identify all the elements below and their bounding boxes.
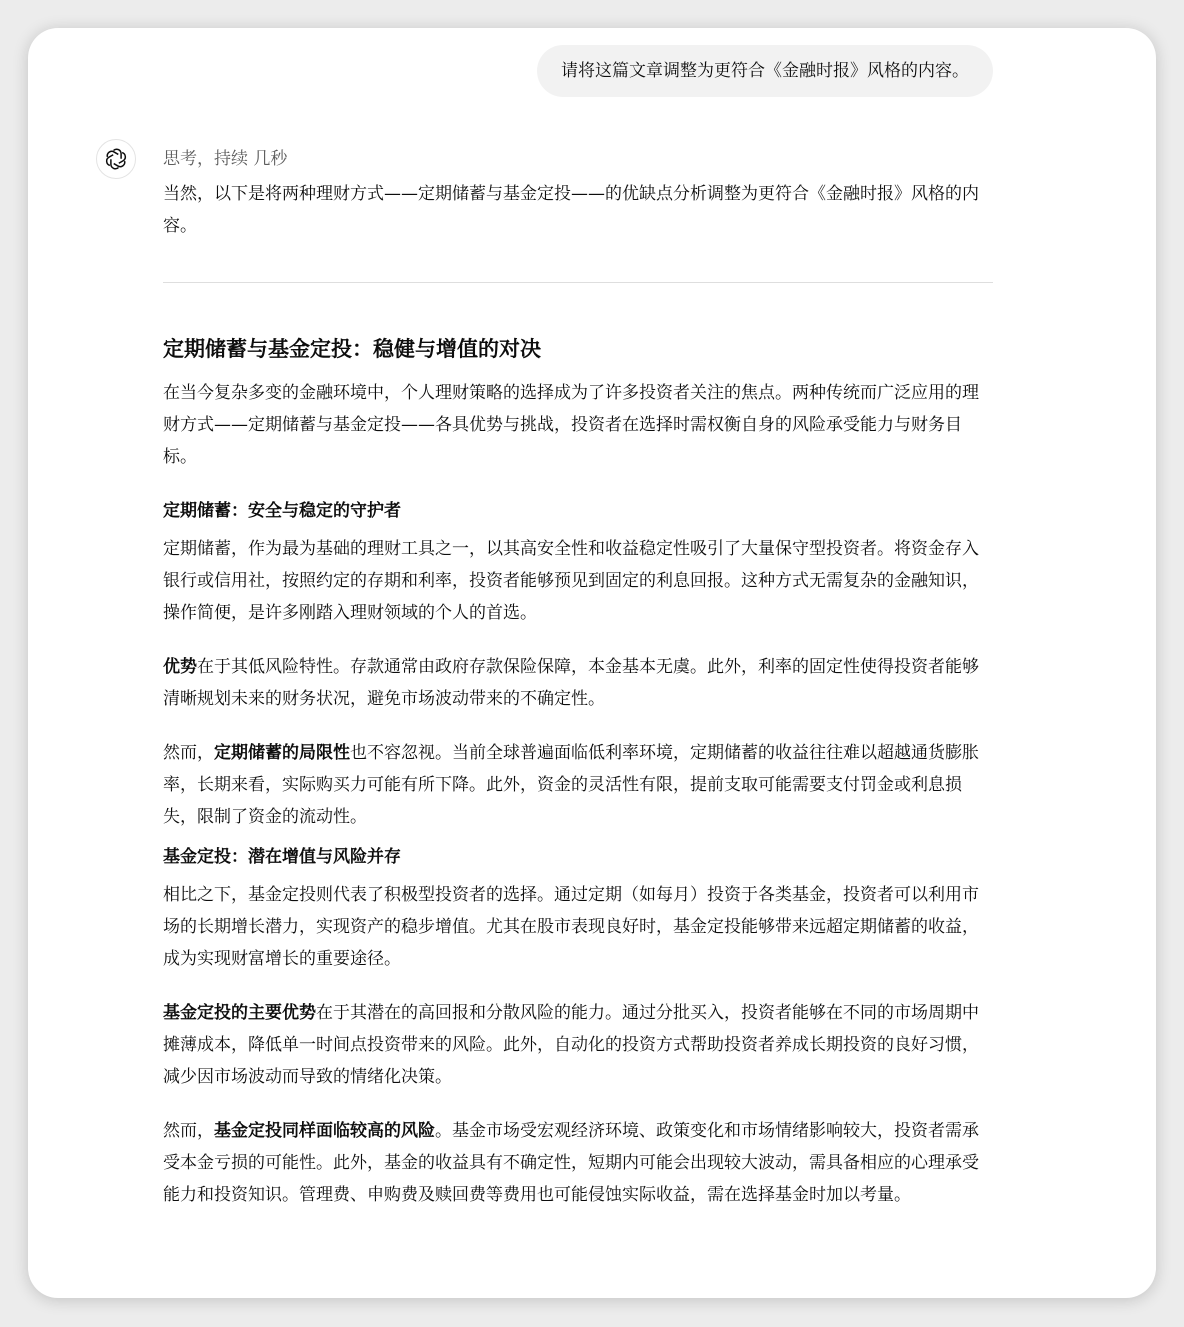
response-intro: 当然，以下是将两种理财方式——定期储蓄与基金定投——的优缺点分析调整为更符合《金融时报》风格的内容。 bbox=[163, 184, 979, 236]
paragraph-text: 也不容忽视。当前全球普遍面临低利率环境，定期储蓄的收益往往难以超越通货膨胀率，长期来看，实际购买力可能有所下降。此外，资金的灵活性有限，提前支取可能需要支付罚金或利息损失，限制了资金的流动性。 bbox=[163, 743, 979, 827]
paragraph-text: 在于其潜在的高回报和分散风险的能力。通过分批买入，投资者能够在不同的市场周期中摊薄成本，降低单一时间点投资带来的风险。此外，自动化的投资方式帮助投资者养成长期投资的良好习惯，减少因市场波动而导致的情绪化决策。 bbox=[163, 1003, 979, 1087]
divider bbox=[163, 282, 993, 283]
paragraph-text: 然而， bbox=[163, 743, 214, 763]
paragraph-text: 在于其低风险特性。存款通常由政府存款保险保障，本金基本无虞。此外，利率的固定性使得投资者能够清晰规划未来的财务状况，避免市场波动带来的不确定性。 bbox=[163, 657, 979, 709]
assistant-avatar bbox=[96, 139, 136, 179]
thinking-toggle[interactable]: 思考，持续 几秒 bbox=[163, 149, 288, 169]
article-title: 定期储蓄与基金定投：稳健与增值的对决 bbox=[163, 337, 541, 361]
bold-text: 定期储蓄的局限性 bbox=[214, 743, 350, 763]
fund-paragraph-2 bbox=[163, 997, 993, 1093]
paragraph-text: 然而， bbox=[163, 1121, 214, 1141]
chat-window bbox=[28, 28, 1156, 1298]
assistant-response bbox=[163, 178, 993, 1233]
bold-text: 基金定投同样面临较高的风险 bbox=[214, 1121, 435, 1141]
savings-paragraph-3 bbox=[163, 737, 993, 833]
bold-text: 优势 bbox=[163, 657, 197, 677]
article-lead: 在当今复杂多变的金融环境中，个人理财策略的选择成为了许多投资者关注的焦点。两种传统而广泛应用的理财方式——定期储蓄与基金定投——各具优势与挑战，投资者在选择时需权衡自身的风险承受能力与财务目标。 bbox=[163, 383, 979, 467]
section-heading-savings: 定期储蓄：安全与稳定的守护者 bbox=[163, 501, 401, 521]
user-message-bubble: 请将这篇文章调整为更符合《金融时报》风格的内容。 bbox=[537, 45, 993, 97]
savings-paragraph-1: 定期储蓄，作为最为基础的理财工具之一，以其高安全性和收益稳定性吸引了大量保守型投资者。将资金存入银行或信用社，按照约定的存期和利率，投资者能够预见到固定的利息回报。这种方式无需复杂的金融知识，操作简便，是许多刚踏入理财领域的个人的首选。 bbox=[163, 539, 979, 623]
savings-paragraph-2 bbox=[163, 651, 993, 715]
fund-paragraph-1: 相比之下，基金定投则代表了积极型投资者的选择。通过定期（如每月）投资于各类基金，投资者可以利用市场的长期增长潜力，实现资产的稳步增值。尤其在股市表现良好时，基金定投能够带来远超定期储蓄的收益，成为实现财富增长的重要途径。 bbox=[163, 885, 979, 969]
fund-paragraph-3 bbox=[163, 1115, 993, 1211]
openai-logo-icon bbox=[104, 147, 128, 171]
section-heading-fund: 基金定投：潜在增值与风险并存 bbox=[163, 847, 401, 867]
bold-text: 基金定投的主要优势 bbox=[163, 1003, 316, 1023]
paragraph-text: 。基金市场受宏观经济环境、政策变化和市场情绪影响较大，投资者需承受本金亏损的可能性。此外，基金的收益具有不确定性，短期内可能会出现较大波动，需具备相应的心理承受能力和投资知识。管理费、申购费及赎回费等费用也可能侵蚀实际收益，需在选择基金时加以考量。 bbox=[163, 1121, 979, 1205]
